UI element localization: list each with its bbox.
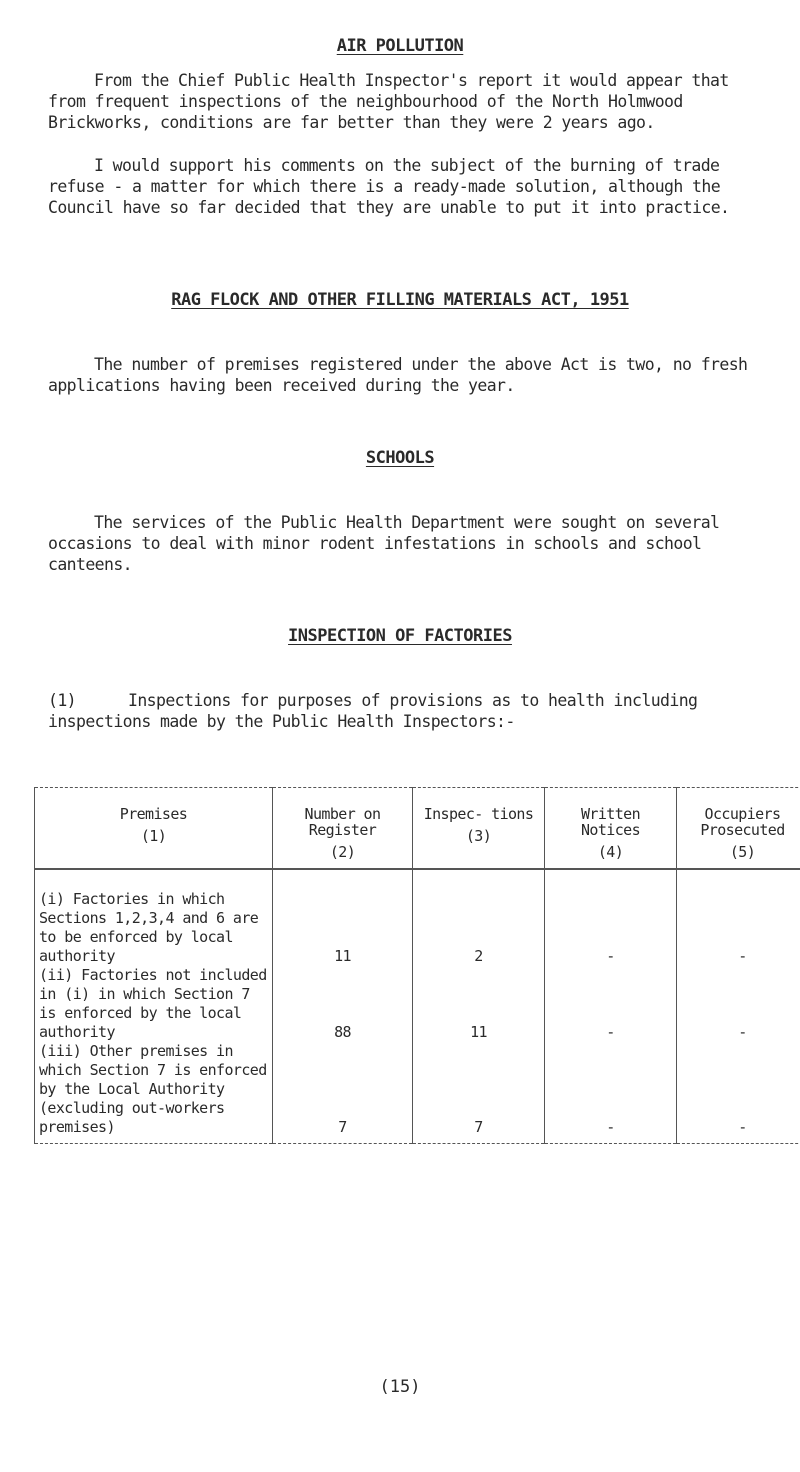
cell-notices: - [545, 869, 677, 966]
factories-intro-number: (1) [48, 691, 77, 710]
cell-inspections: 2 [413, 869, 545, 966]
table-row [35, 869, 800, 966]
table-row [35, 1042, 800, 1144]
factories-table [34, 787, 800, 1144]
cell-notices: - [545, 1042, 677, 1144]
cell-register: 88 [273, 966, 413, 1042]
cell-register: 7 [273, 1042, 413, 1144]
rag-flock-paragraph: The number of premises registered under the above Act is two, no fresh applications having been received during the year. [48, 355, 748, 395]
air-pollution-paragraph-2: I would support his comments on the subject of the burning of trade refuse - a matter for which there is a ready-made solution, although the Council have so far decided that they are unable to put it into practice. [48, 156, 730, 217]
cell-premises: (i) Factories in which Sections 1,2,3,4 and 6 are to be enforced by local authority [35, 869, 273, 966]
cell-register: 11 [273, 869, 413, 966]
air-pollution-heading: AIR POLLUTION [336, 36, 464, 56]
cell-inspections: 7 [413, 1042, 545, 1144]
cell-prosecuted: - [677, 869, 800, 966]
factories-intro [48, 690, 768, 732]
page-number: (15) [379, 1377, 421, 1397]
column-header-register: Number on Register (2) [273, 788, 413, 870]
column-header-inspections: Inspec- tions (3) [413, 788, 545, 870]
cell-prosecuted: - [677, 966, 800, 1042]
schools-paragraph: The services of the Public Health Department were sought on several occasions to deal with minor rodent infestations in schools and school canteens. [48, 513, 720, 574]
cell-inspections: 11 [413, 966, 545, 1042]
factories-heading: INSPECTION OF FACTORIES [288, 626, 512, 646]
factories-intro-text: Inspections for purposes of provisions as to health including inspections made by the Public Health Inspectors:- [48, 691, 698, 731]
column-header-premises: Premises (1) [35, 788, 273, 870]
cell-premises: (iii) Other premises in which Section 7 is enforced by the Local Authority (excluding out-workers premises) [35, 1042, 273, 1144]
column-header-notices: Written Notices (4) [545, 788, 677, 870]
cell-notices: - [545, 966, 677, 1042]
table-row [35, 966, 800, 1042]
air-pollution-paragraph-1: From the Chief Public Health Inspector's report it would appear that from frequent inspections of the neighbourhood of the North Holmwood Brickworks, conditions are far better than they were 2 years ago. [48, 71, 729, 132]
cell-premises: (ii) Factories not included in (i) in which Section 7 is enforced by the local authority [35, 966, 273, 1042]
schools-heading: SCHOOLS [365, 448, 435, 468]
column-header-prosecuted: Occupiers Prosecuted (5) [677, 788, 800, 870]
rag-flock-heading: RAG FLOCK AND OTHER FILLING MATERIALS ACT, 1951 [171, 290, 629, 310]
table-header-row [35, 788, 800, 870]
cell-prosecuted: - [677, 1042, 800, 1144]
